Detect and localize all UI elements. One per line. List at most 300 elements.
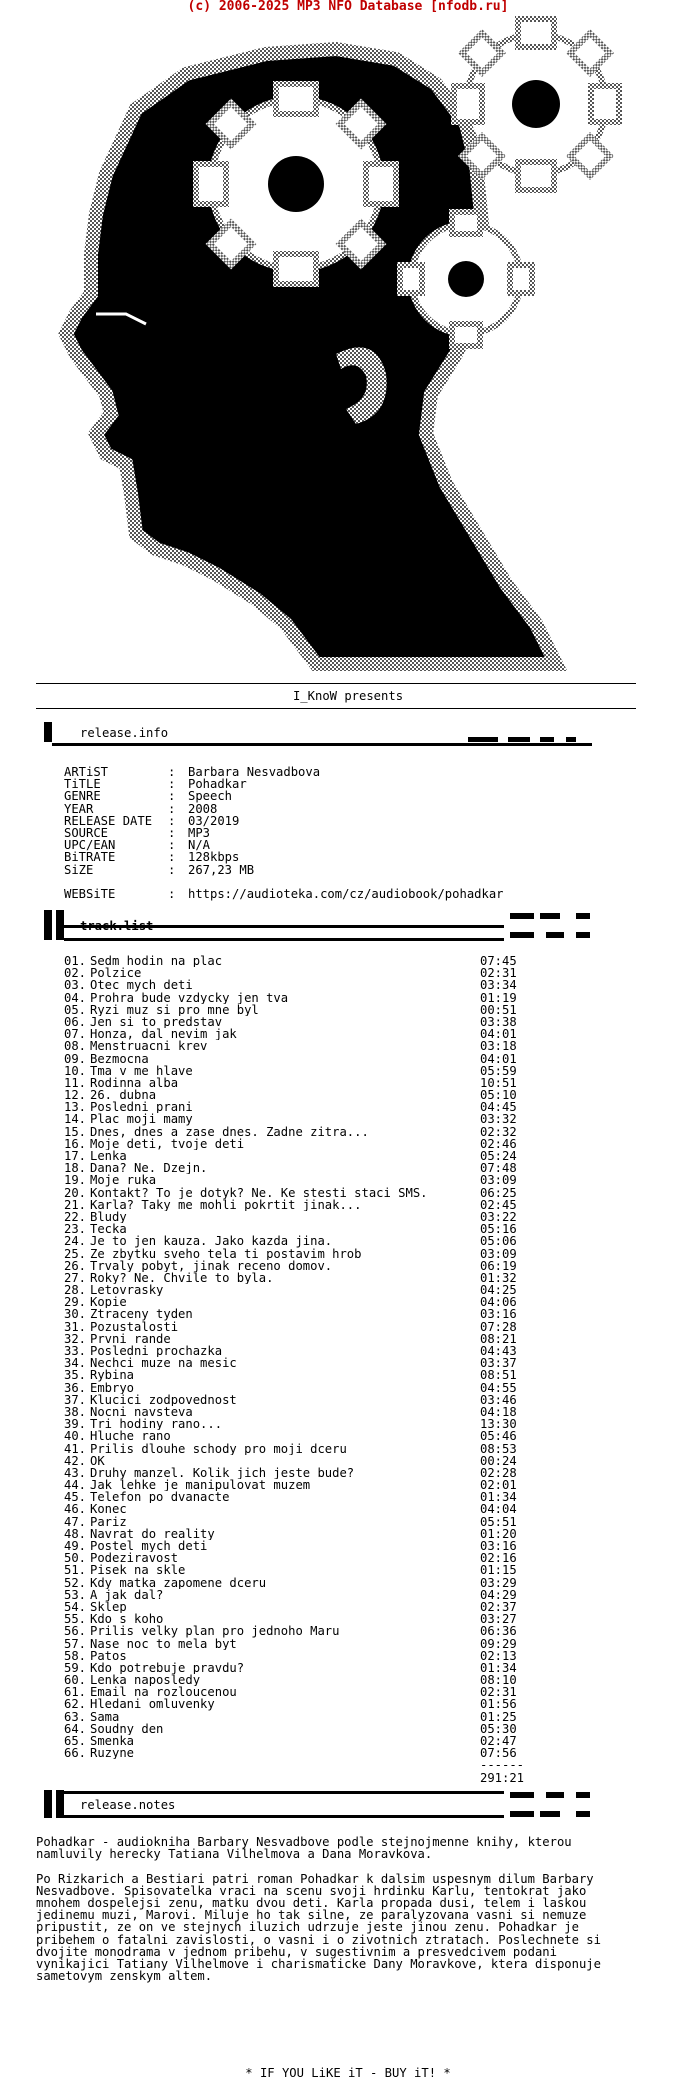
- track-duration: 01:19: [480, 990, 517, 1005]
- track-duration: 03:27: [480, 1612, 517, 1627]
- track-row: [64, 1053, 534, 1065]
- track-row: [64, 1174, 534, 1186]
- track-duration: 03:16: [480, 1539, 517, 1553]
- track-duration: 13:30: [480, 1417, 517, 1432]
- track-number: 33.: [64, 1344, 87, 1358]
- track-title: Moje deti, tvoje deti: [90, 1137, 245, 1150]
- track-row: [64, 1723, 534, 1735]
- track-number: 32.: [64, 1331, 87, 1346]
- track-number: 60.: [64, 1673, 87, 1688]
- track-title: Sklep: [90, 1600, 127, 1614]
- track-row: [64, 1284, 534, 1296]
- section-rule: [52, 743, 592, 746]
- section-bar-dash: [546, 1792, 564, 1798]
- track-title: Bludy: [90, 1210, 127, 1224]
- track-title: Pariz: [90, 1515, 127, 1528]
- track-title: Pozustalosti: [90, 1320, 179, 1333]
- track-row: [64, 1516, 534, 1528]
- track-title: Dnes, dnes a zase dnes. Zadne zitra...: [90, 1125, 369, 1138]
- info-key: SiZE: [64, 862, 94, 877]
- info-key: YEAR: [64, 801, 94, 816]
- track-title: Moje ruka: [90, 1174, 157, 1187]
- section-rule: [64, 1815, 504, 1818]
- track-row: [64, 1260, 534, 1272]
- track-title: Hledani omluvenky: [90, 1698, 215, 1711]
- track-row: [64, 1345, 534, 1357]
- track-number: 21.: [64, 1197, 87, 1212]
- track-title: Podeziravost: [90, 1552, 179, 1565]
- track-row: [64, 992, 534, 1004]
- track-duration: 06:25: [480, 1185, 517, 1200]
- info-key: TiTLE: [64, 777, 101, 792]
- section-bar-dash: [540, 737, 554, 742]
- track-duration: 08:53: [480, 1441, 517, 1456]
- section-bar-dash: [540, 913, 560, 919]
- track-number: 48.: [64, 1526, 87, 1541]
- track-row: [64, 1418, 534, 1430]
- track-row: [64, 1577, 534, 1589]
- track-row: [64, 1187, 534, 1199]
- track-duration: 04:06: [480, 1295, 517, 1310]
- track-number: 53.: [64, 1587, 87, 1602]
- track-duration: 05:51: [480, 1514, 517, 1529]
- track-row: [64, 1686, 534, 1698]
- info-value: 267,23 MB: [188, 862, 255, 877]
- info-row: BiTRATE : 128kbps: [64, 850, 240, 865]
- track-number: 13.: [64, 1100, 87, 1115]
- track-duration: 02:16: [480, 1551, 517, 1566]
- track-number: 36.: [64, 1380, 87, 1395]
- track-number: 15.: [64, 1124, 87, 1139]
- track-row: [64, 1443, 534, 1455]
- track-row: [64, 1540, 534, 1552]
- track-title: Soudny den: [90, 1722, 164, 1735]
- track-number: 47.: [64, 1514, 87, 1529]
- release-notes: [36, 1836, 636, 1995]
- track-title: Trvaly pobyt, jinak receno domov.: [90, 1259, 333, 1272]
- info-key: GENRE: [64, 789, 101, 804]
- track-title: Tecka: [90, 1223, 127, 1236]
- track-row: [64, 1308, 534, 1320]
- track-number: 66.: [64, 1746, 87, 1761]
- nfodb-header: (c) 2006-2025 MP3 NFO Database [nfodb.ru]: [187, 0, 509, 14]
- track-title: Klucici zodpovednost: [90, 1393, 237, 1406]
- track-duration: 01:34: [480, 1490, 517, 1505]
- track-row: [64, 1589, 534, 1601]
- track-duration: 02:47: [480, 1734, 517, 1748]
- info-value: Speech: [188, 789, 233, 804]
- track-number: 04.: [64, 990, 87, 1005]
- track-title: Prohra bude vzdycky jen tva: [90, 991, 289, 1004]
- info-row: TiTLE : Pohadkar: [64, 777, 247, 792]
- track-duration: 03:09: [480, 1246, 517, 1261]
- track-row: [64, 1235, 534, 1247]
- track-number: 01.: [64, 954, 87, 968]
- track-title: Konec: [90, 1503, 127, 1516]
- track-duration: 04:45: [480, 1100, 517, 1115]
- track-duration: 05:30: [480, 1721, 517, 1736]
- track-number: 12.: [64, 1088, 87, 1103]
- info-value: 2008: [188, 801, 218, 816]
- section-bar-dash: [546, 932, 564, 938]
- track-list: [64, 955, 534, 1784]
- track-title: Hluche rano: [90, 1430, 171, 1443]
- track-number: 34.: [64, 1356, 87, 1371]
- track-title: Kdy matka zapomene dceru: [90, 1576, 267, 1589]
- track-title: Jak lehke je manipulovat muzem: [90, 1479, 311, 1492]
- track-duration: 08:10: [480, 1673, 517, 1688]
- track-duration: 02:46: [480, 1136, 517, 1151]
- track-duration: 06:36: [480, 1624, 517, 1639]
- track-duration: 03:16: [480, 1307, 517, 1322]
- track-row: [64, 1138, 534, 1150]
- info-key: BiTRATE: [64, 850, 116, 865]
- track-duration: 05:10: [480, 1088, 517, 1103]
- track-duration: 03:37: [480, 1356, 517, 1371]
- track-number: 44.: [64, 1478, 87, 1493]
- website-link[interactable]: https://audioteka.com/cz/audiobook/pohadkar: [188, 886, 504, 901]
- section-title-release-info: release.info: [80, 726, 169, 740]
- track-number: 09.: [64, 1051, 87, 1066]
- track-row: [64, 1162, 534, 1174]
- track-title: Tri hodiny rano...: [90, 1418, 223, 1431]
- track-title: Ztraceny tyden: [90, 1308, 193, 1321]
- track-duration: 01:15: [480, 1563, 517, 1578]
- track-number: 30.: [64, 1307, 87, 1322]
- track-duration: 08:51: [480, 1368, 517, 1383]
- track-duration: 02:37: [480, 1599, 517, 1614]
- track-number: 54.: [64, 1599, 87, 1614]
- section-bar-dash: [576, 913, 590, 919]
- track-row: [64, 1503, 534, 1515]
- track-number: 03.: [64, 978, 87, 993]
- track-title: Patos: [90, 1649, 127, 1662]
- info-key: SOURCE: [64, 825, 109, 840]
- track-row: [64, 1248, 534, 1260]
- track-title: Navrat do reality: [90, 1527, 215, 1540]
- track-title: Prilis dlouhe schody pro moji dceru: [90, 1442, 347, 1455]
- track-title: A jak dal?: [90, 1588, 164, 1601]
- track-duration: 03:46: [480, 1392, 517, 1407]
- track-number: 65.: [64, 1734, 87, 1748]
- total-duration: 291:21: [480, 1770, 525, 1785]
- track-number: 10.: [64, 1063, 87, 1078]
- track-row: [64, 1089, 534, 1101]
- track-title: Karla? Taky me mohli pokrtit jinak...: [90, 1198, 362, 1211]
- track-duration: 04:01: [480, 1027, 517, 1042]
- track-row: [64, 1650, 534, 1662]
- track-duration: 03:34: [480, 978, 517, 993]
- track-number: 62.: [64, 1697, 87, 1712]
- track-duration: 10:51: [480, 1075, 517, 1090]
- track-title: Lenka: [90, 1150, 127, 1163]
- track-number: 11.: [64, 1075, 87, 1090]
- track-row: [64, 1296, 534, 1308]
- track-number: 57.: [64, 1636, 87, 1651]
- track-duration: 04:43: [480, 1344, 517, 1358]
- info-row: SiZE : 267,23 MB: [64, 862, 255, 877]
- section-bar-dash: [508, 737, 530, 742]
- track-duration: 04:29: [480, 1587, 517, 1602]
- track-number: 43.: [64, 1465, 87, 1480]
- track-row: [64, 1394, 534, 1406]
- track-title: Polzice: [90, 967, 142, 980]
- track-duration: 01:20: [480, 1526, 517, 1541]
- track-duration: 02:28: [480, 1465, 517, 1480]
- presents-title: I_KnoW presents: [292, 689, 404, 703]
- track-title: Smenka: [90, 1735, 135, 1748]
- info-row-website: WEBSiTE : https://audioteka.com/cz/audiobook/pohadkar: [64, 886, 504, 901]
- track-title: Je to jen kauza. Jako kazda jina.: [90, 1235, 333, 1248]
- track-duration: 01:56: [480, 1697, 517, 1712]
- track-duration: 07:48: [480, 1161, 517, 1176]
- track-number: 55.: [64, 1612, 87, 1627]
- info-row: SOURCE : MP3: [64, 825, 211, 840]
- track-number: 08.: [64, 1039, 87, 1054]
- info-value: MP3: [188, 825, 211, 840]
- track-title: Prvni rande: [90, 1332, 171, 1345]
- track-duration: 03:18: [480, 1039, 517, 1054]
- track-title: OK: [90, 1454, 105, 1467]
- track-number: 51.: [64, 1563, 87, 1578]
- section-bar-dash: [576, 1811, 590, 1817]
- info-value: 128kbps: [188, 850, 240, 865]
- track-title: Nechci muze na mesic: [90, 1357, 237, 1370]
- track-title: Roky? Ne. Chvile to byla.: [90, 1271, 274, 1285]
- track-title: Tma v me hlave: [90, 1064, 193, 1077]
- track-duration: 05:16: [480, 1222, 517, 1237]
- track-number: 22.: [64, 1209, 87, 1224]
- track-row: [64, 1455, 534, 1467]
- track-duration: 00:51: [480, 1002, 517, 1017]
- track-number: 07.: [64, 1027, 87, 1042]
- track-row: [64, 1004, 534, 1016]
- section-bar-left: [44, 722, 52, 742]
- info-row: ARTiST : Barbara Nesvadbova: [64, 765, 321, 779]
- track-row: [64, 1223, 534, 1235]
- presents-rule-top: [36, 683, 636, 684]
- track-row: [64, 1406, 534, 1418]
- section-bar-left: [44, 1790, 52, 1818]
- info-key: UPC/EAN: [64, 838, 116, 853]
- track-title: Posledni prochazka: [90, 1345, 223, 1358]
- track-duration: 02:13: [480, 1648, 517, 1663]
- track-number: 59.: [64, 1660, 87, 1675]
- track-duration: 00:24: [480, 1453, 517, 1468]
- info-row: YEAR : 2008: [64, 801, 218, 816]
- track-duration: 02:45: [480, 1197, 517, 1212]
- track-duration: 09:29: [480, 1636, 517, 1651]
- track-number: 27.: [64, 1270, 87, 1285]
- track-row: [64, 1564, 534, 1576]
- total-separator: ------: [480, 1758, 525, 1773]
- track-row: [64, 1040, 534, 1052]
- track-row: [64, 1272, 534, 1284]
- track-duration: 07:56: [480, 1746, 517, 1761]
- track-number: 23.: [64, 1222, 87, 1237]
- track-duration: 04:01: [480, 1051, 517, 1066]
- track-row: [64, 1479, 534, 1491]
- track-row: [64, 1613, 534, 1625]
- track-duration: 06:19: [480, 1258, 517, 1273]
- track-row: [64, 1711, 534, 1723]
- track-number: 20.: [64, 1185, 87, 1200]
- track-duration: 03:29: [480, 1575, 517, 1590]
- section-bar-dash: [576, 1792, 590, 1798]
- track-number: 38.: [64, 1404, 87, 1419]
- track-title: Dana? Ne. Dzejn.: [90, 1162, 208, 1175]
- track-row: [64, 1698, 534, 1710]
- section-bar-left: [56, 1790, 64, 1818]
- track-title: Posledni prani: [90, 1101, 193, 1114]
- track-row: [64, 1662, 534, 1674]
- track-title: Ze zbytku sveho tela ti postavim hrob: [90, 1247, 362, 1260]
- track-number: 64.: [64, 1721, 87, 1736]
- track-row: [64, 1357, 534, 1369]
- section-bar-dash: [566, 737, 576, 742]
- info-key: RELEASE DATE: [64, 813, 153, 828]
- track-number: 40.: [64, 1429, 87, 1444]
- track-row: [64, 1333, 534, 1345]
- track-number: 18.: [64, 1161, 87, 1176]
- track-number: 25.: [64, 1246, 87, 1261]
- track-title: Lenka naposledy: [90, 1674, 201, 1687]
- track-row: [64, 1211, 534, 1223]
- track-duration: 02:01: [480, 1478, 517, 1493]
- track-number: 26.: [64, 1258, 87, 1273]
- section-bar-dash: [510, 1811, 534, 1817]
- section-bar-dash: [510, 913, 534, 919]
- track-row: [64, 1126, 534, 1138]
- track-row: [64, 1028, 534, 1040]
- track-row: [64, 1601, 534, 1613]
- track-title: Embryo: [90, 1381, 135, 1394]
- track-title: Menstruacni krev: [90, 1040, 208, 1053]
- track-row: [64, 1747, 534, 1759]
- track-row: [64, 967, 534, 979]
- section-bar-dash: [576, 932, 590, 938]
- track-row: [64, 1321, 534, 1333]
- track-title: Telefon po dvanacte: [90, 1491, 230, 1504]
- track-title: Sedm hodin na plac: [90, 955, 223, 968]
- track-title: Ryzi muz si pro mne byl: [90, 1003, 259, 1016]
- track-number: 58.: [64, 1648, 87, 1663]
- track-number: 50.: [64, 1551, 87, 1566]
- track-row: [64, 1491, 534, 1503]
- presents-rule-bottom: [36, 708, 636, 709]
- track-title: Jen si to predstav: [90, 1015, 223, 1029]
- info-key: ARTiST: [64, 765, 109, 779]
- total-separator-row: [64, 1759, 534, 1771]
- track-title: Postel mych deti: [90, 1540, 208, 1553]
- track-duration: 04:25: [480, 1283, 517, 1298]
- track-title: Rybina: [90, 1369, 135, 1382]
- track-number: 45.: [64, 1490, 87, 1505]
- track-duration: 07:28: [480, 1319, 517, 1334]
- track-duration: 01:32: [480, 1270, 517, 1285]
- track-number: 41.: [64, 1441, 87, 1456]
- section-title-release-notes: release.notes: [80, 1798, 176, 1812]
- section-rule: [64, 938, 504, 941]
- track-duration: 04:04: [480, 1502, 517, 1517]
- track-title: Druhy manzel. Kolik jich jeste bude?: [90, 1466, 355, 1480]
- track-number: 63.: [64, 1709, 87, 1724]
- track-title: Email na rozloucenou: [90, 1686, 237, 1699]
- track-title: Bezmocna: [90, 1052, 149, 1065]
- track-duration: 03:22: [480, 1209, 517, 1224]
- track-title: Pisek na skle: [90, 1564, 186, 1577]
- track-number: 52.: [64, 1575, 87, 1590]
- track-row: [64, 1113, 534, 1125]
- track-row: [64, 1101, 534, 1113]
- track-duration: 03:38: [480, 1014, 517, 1029]
- track-row: [64, 1369, 534, 1381]
- track-number: 35.: [64, 1368, 87, 1383]
- track-title: Kdo potrebuje pravdu?: [90, 1661, 245, 1675]
- track-row: [64, 1065, 534, 1077]
- info-value: Pohadkar: [188, 777, 247, 792]
- notes-paragraph: Po Rizkarich a Bestiari patri roman Pohadkar k dalsim uspesnym dilum Barbary Nesvadbove. Spisovatelka vraci na scenu svoji hrdinku Karlu, tentokrat jako mnohem dospelejsi zenu, matku dvou deti. Karla propada dusi, telem i laskou jedinemu muzi, Marovi. Miluje ho tak silne, ze paralyzovana vasni si nemuze pripustit, ze on ve stejnych iluzich udrzuje jeste jinou zenu. Pohadkar je pribehem o fatalni zavislosti, o vasni i o zivotnich ztratach. Poslechnete si dvojite monodrama v jednom pribehu, v sugestivnim a presvedcivem podani vynikajici Tatiany Vilhelmove i charismaticke Dany Moravkove, ktera disponuje sametovym zenskym altem.: [36, 1871, 601, 1984]
- track-title: Ruzyne: [90, 1747, 135, 1760]
- track-duration: 03:32: [480, 1112, 517, 1127]
- track-row: [64, 1430, 534, 1442]
- info-key: WEBSiTE: [64, 886, 116, 901]
- notes-paragraph: Pohadkar - audiokniha Barbary Nesvadbove podle stejnojmenne knihy, kterou namluvily herecky Tatiana Vilhelmova a Dana Moravkova.: [36, 1835, 572, 1862]
- track-duration: 04:55: [480, 1380, 517, 1395]
- head-gears-artwork: [36, 14, 636, 674]
- info-row: GENRE : Speech: [64, 789, 233, 804]
- section-bar-dash: [540, 1811, 560, 1817]
- track-title: Letovrasky: [90, 1284, 164, 1297]
- track-number: 37.: [64, 1392, 87, 1407]
- section-bar-dash: [510, 1792, 534, 1798]
- track-number: 19.: [64, 1173, 87, 1188]
- total-row: [64, 1772, 534, 1784]
- track-number: 28.: [64, 1283, 87, 1298]
- track-duration: 08:21: [480, 1331, 517, 1346]
- track-duration: 05:06: [480, 1234, 517, 1249]
- track-number: 05.: [64, 1002, 87, 1017]
- track-title: Nocni navsteva: [90, 1405, 193, 1419]
- track-number: 02.: [64, 966, 87, 981]
- info-value: Barbara Nesvadbova: [188, 765, 321, 779]
- track-title: Kopie: [90, 1296, 127, 1309]
- track-duration: 07:45: [480, 954, 517, 968]
- track-duration: 05:59: [480, 1063, 517, 1078]
- track-row: [64, 1674, 534, 1686]
- track-duration: 03:09: [480, 1173, 517, 1188]
- track-title: Otec mych deti: [90, 979, 193, 992]
- track-row: [64, 1638, 534, 1650]
- track-number: 49.: [64, 1539, 87, 1553]
- track-row: [64, 1150, 534, 1162]
- info-row: UPC/EAN : N/A: [64, 838, 211, 853]
- track-duration: 02:31: [480, 966, 517, 981]
- track-number: 17.: [64, 1149, 87, 1163]
- section-title-track-list: track.list: [80, 919, 154, 933]
- track-title: Kdo s koho: [90, 1613, 164, 1626]
- info-value: 03/2019: [188, 813, 240, 828]
- track-row: [64, 1552, 534, 1564]
- track-title: Plac moji mamy: [90, 1113, 193, 1126]
- track-row: [64, 1016, 534, 1028]
- track-number: 16.: [64, 1136, 87, 1151]
- section-bar-left: [44, 910, 52, 940]
- track-row: [64, 955, 534, 967]
- track-title: Nase noc to mela byt: [90, 1637, 237, 1650]
- track-row: [64, 1528, 534, 1540]
- track-row: [64, 1382, 534, 1394]
